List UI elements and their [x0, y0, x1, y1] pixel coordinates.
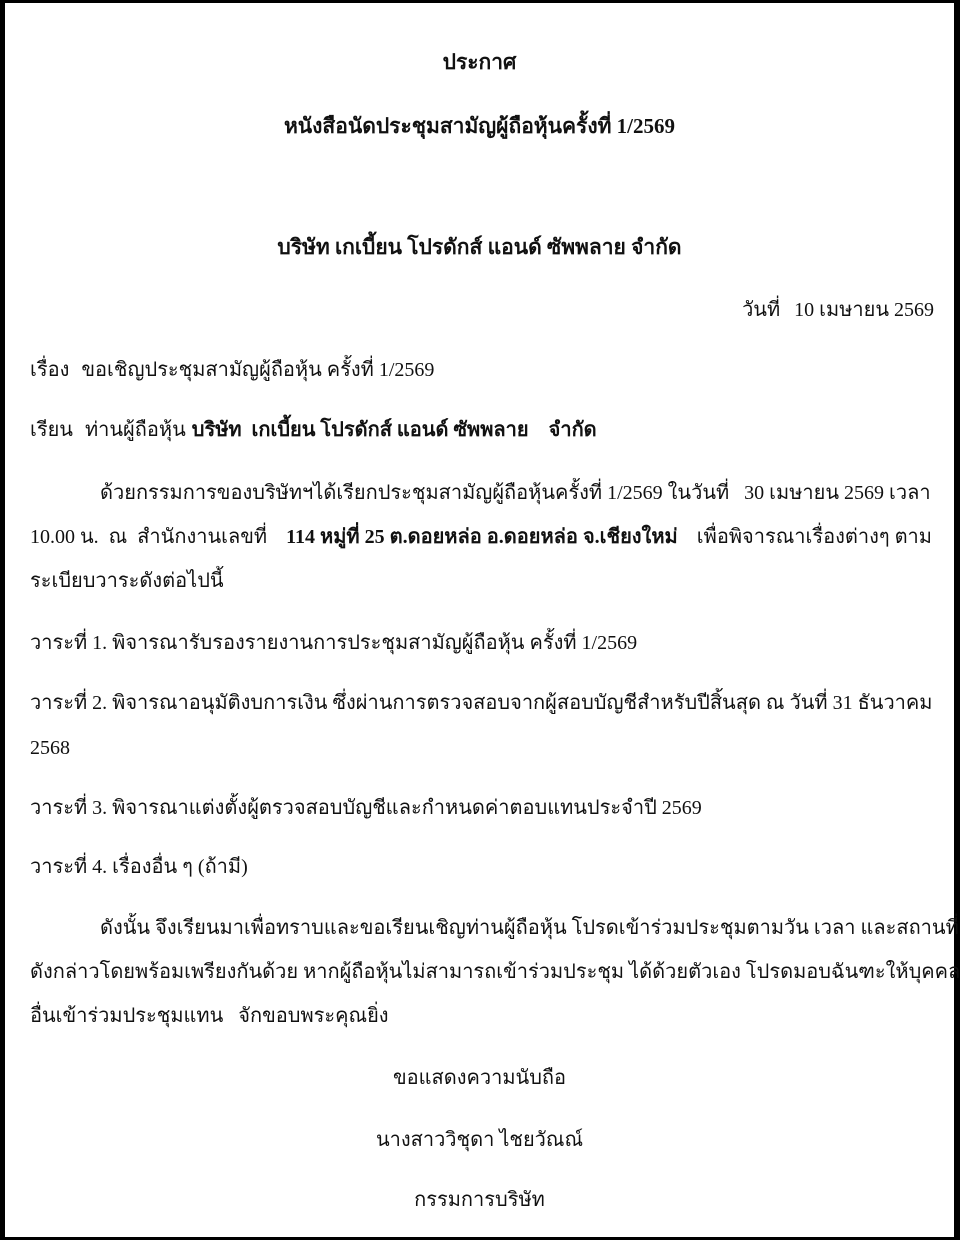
signoff: ขอแสดงความนับถือ: [392, 1067, 567, 1089]
subject-text: ขอเชิญประชุมสามัญผู้ถือหุ้น ครั้งที่ 1/2569: [81, 359, 435, 381]
intro-line-2: [30, 524, 932, 550]
recipient-prefix: ท่านผู้ถือหุ้น: [84, 419, 186, 441]
company-heading: บริษัท เกเบี้ยน โปรดักส์ แอนด์ ซัพพลาย จำกัด: [277, 235, 682, 259]
recipient-company: บริษัท เกเบี้ยน โปรดักส์ แอนด์ ซัพพลาย จำกัด: [191, 419, 597, 441]
closing-line-1: ดังนั้น จึงเรียนมาเพื่อทราบและขอเรียนเชิญท่านผู้ถือหุ้น โปรดเข้าร่วมประชุมตามวัน เวลา และสถานที่: [100, 917, 959, 939]
date-value: 10 เมษายน 2569: [794, 299, 934, 321]
signatory-title: กรรมการบริษัท: [414, 1189, 545, 1211]
subject-label: เรื่อง: [30, 359, 70, 381]
closing-line-3: อื่นเข้าร่วมประชุมแทน จักขอบพระคุณยิ่ง: [30, 1005, 389, 1027]
intro-line-1: ด้วยกรรมการของบริษัทฯได้เรียกประชุมสามัญผู้ถือหุ้นครั้งที่ 1/2569 ในวันที่ 30 เมษายน 2569 เวลา: [100, 482, 931, 504]
agenda-item-1: วาระที่ 1. พิจารณารับรองรายงานการประชุมสามัญผู้ถือหุ้น ครั้งที่ 1/2569: [30, 632, 638, 654]
agenda-item-2: วาระที่ 2. พิจารณาอนุมัติงบการเงิน ซึ่งผ่านการตรวจสอบจากผู้สอบบัญชีสำหรับปีสิ้นสุด ณ วันที่ 31 ธันวาคม: [30, 692, 933, 714]
agenda-item-3: วาระที่ 3. พิจารณาแต่งตั้งผู้ตรวจสอบบัญชีและกำหนดค่าตอบแทนประจำปี 2569: [30, 797, 702, 819]
agenda-item-2-continued: 2568: [30, 737, 70, 759]
recipient-label: เรียน: [30, 419, 73, 441]
date-label: วันที่: [742, 299, 781, 321]
notice-title: หนังสือนัดประชุมสามัญผู้ถือหุ้นครั้งที่ 1/2569: [283, 114, 676, 138]
announcement-heading: ประกาศ: [442, 50, 517, 74]
closing-line-2: ดังกล่าวโดยพร้อมเพรียงกันด้วย หากผู้ถือหุ้นไม่สามารถเข้าร่วมประชุม ได้ด้วยตัวเอง โปรดมอบฉันฑะให้บุคคล: [30, 961, 960, 983]
intro-meeting-time: 10.00 น. ณ สำนักงานเลขที่: [30, 526, 268, 548]
document-date: [742, 297, 934, 323]
recipient-line: [30, 417, 597, 443]
agenda-item-4: วาระที่ 4. เรื่องอื่น ๆ (ถ้ามี): [30, 856, 248, 878]
intro-line-3: ระเบียบวาระดังต่อไปนี้: [30, 570, 224, 592]
signatory-name: นางสาววิชุดา ไชยวัณณ์: [375, 1129, 584, 1151]
meeting-address: 114 หมู่ที่ 25 ต.ดอยหล่อ อ.ดอยหล่อ จ.เชียงใหม่: [286, 526, 678, 548]
intro-purpose: เพื่อพิจารณาเรื่องต่างๆ ตาม: [696, 526, 932, 548]
subject-line: [30, 357, 434, 383]
